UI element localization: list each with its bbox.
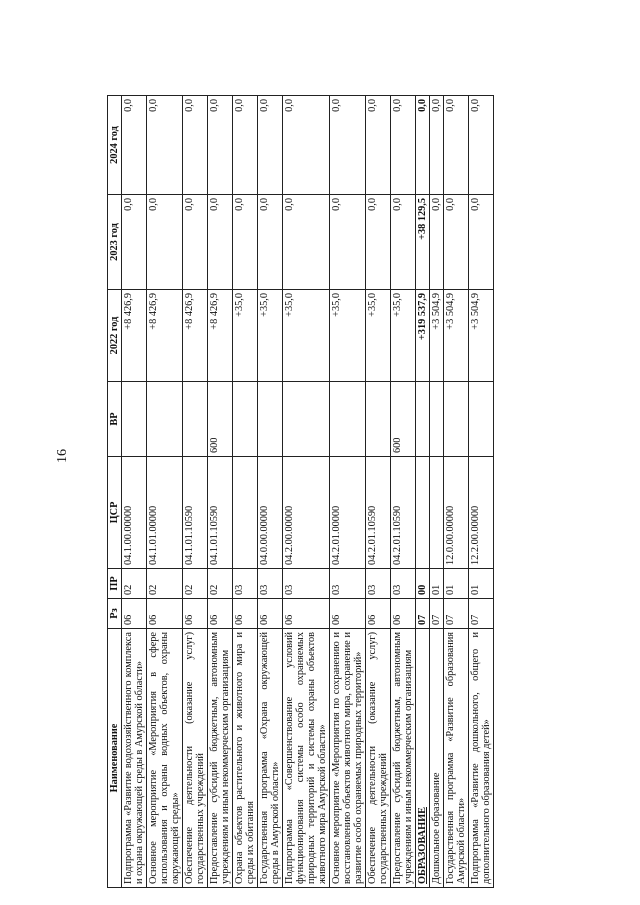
cell-rz: 06 [122,599,147,629]
row-name-text: ОБРАЗОВАНИЕ [417,807,428,884]
cell-vr: 600 [208,382,233,457]
cell-rz: 06 [233,599,258,629]
cell-2022: +3 504,9 [469,290,494,382]
cell-2024: 0,0 [444,96,469,195]
cell-rz: 06 [208,599,233,629]
cell-rz: 06 [258,599,283,629]
row-name-text: Основное мероприятие «Мероприятия по сохранению и восстановлению объектов животного мира, сохранение и развитие особо охраняемых природных территорий» [331,632,364,884]
cell-name [283,629,330,888]
row-name-text: Подпрограмма «Совершенствование условий функционирования системы особо охраняемых природных территорий и системы охраны объектов животного мира Амурской области» [284,632,328,884]
row-name-text: Основное мероприятие «Мероприятия в сфере использования и охраны водных объектов, охраны окружающей среды» [148,632,181,884]
cell-pr: 03 [330,569,366,599]
cell-pr: 03 [258,569,283,599]
row-name-text: Предоставление субсидий бюджетным, автономным учреждениям и иным некоммерческим организациям [209,632,231,884]
cell-csr: 04.1.00.00000 [122,457,147,569]
row-name-text: Дошкольное образование [431,772,442,884]
cell-vr [330,382,366,457]
cell-2024: 0,0 [366,96,391,195]
cell-2023: 0,0 [233,195,258,290]
cell-2023: 0,0 [208,195,233,290]
cell-vr [430,382,444,457]
row-name-text: Подпрограмма «Развитие дошкольного, общего и дополнительного образования детей» [470,632,492,884]
row-name-text: Обеспечение деятельности (оказание услуг) государственных учреждений [184,632,206,884]
header-name: Наименование [108,629,122,888]
cell-2023: 0,0 [469,195,494,290]
cell-2024: 0,0 [208,96,233,195]
cell-vr [366,382,391,457]
cell-rz: 07 [444,599,469,629]
table-row [416,96,430,888]
cell-2024: 0,0 [183,96,208,195]
table-row [330,96,366,888]
header-pr: ПР [108,569,122,599]
cell-name [391,629,416,888]
cell-2022: +35,0 [283,290,330,382]
cell-csr: 04.1.01.10590 [208,457,233,569]
cell-2023: 0,0 [430,195,444,290]
cell-2024: 0,0 [416,96,430,195]
cell-csr: 04.2.01.00000 [330,457,366,569]
cell-pr: 01 [469,569,494,599]
cell-name [444,629,469,888]
cell-csr: 04.0.00.00000 [258,457,283,569]
cell-2023: 0,0 [283,195,330,290]
cell-pr: 01 [430,569,444,599]
row-name-text: Обеспечение деятельности (оказание услуг) государственных учреждений [367,632,389,884]
cell-vr [283,382,330,457]
cell-vr [444,382,469,457]
cell-2024: 0,0 [430,96,444,195]
table-row [391,96,416,888]
budget-table [107,95,494,888]
cell-2024: 0,0 [330,96,366,195]
cell-vr [122,382,147,457]
cell-vr [233,382,258,457]
header-rz: Рз [108,599,122,629]
table-row [208,96,233,888]
cell-2022: +35,0 [391,290,416,382]
cell-rz: 06 [283,599,330,629]
cell-pr: 02 [122,569,147,599]
cell-2024: 0,0 [283,96,330,195]
cell-2022: +3 504,9 [430,290,444,382]
cell-name [147,629,183,888]
cell-2023: 0,0 [183,195,208,290]
cell-2022: +8 426,9 [122,290,147,382]
table-row [183,96,208,888]
cell-pr: 03 [366,569,391,599]
cell-2024: 0,0 [469,96,494,195]
cell-2023: 0,0 [366,195,391,290]
cell-2022: +8 426,9 [208,290,233,382]
cell-2024: 0,0 [233,96,258,195]
row-name-text: Предоставление субсидий бюджетным, автономным учреждениям и иным некоммерческим организациям [392,632,414,884]
table-row [233,96,258,888]
cell-pr: 03 [233,569,258,599]
cell-2022: +3 504,9 [444,290,469,382]
table-row [147,96,183,888]
cell-2024: 0,0 [258,96,283,195]
cell-csr: 12.0.00.00000 [444,457,469,569]
cell-csr [430,457,444,569]
cell-rz: 06 [330,599,366,629]
cell-vr [183,382,208,457]
cell-2022: +35,0 [233,290,258,382]
cell-rz: 07 [469,599,494,629]
row-name-text: Государственная программа «Охрана окружающей среды в Амурской области» [259,632,281,884]
table-row [430,96,444,888]
cell-name [330,629,366,888]
header-2024: 2024 год [108,96,122,195]
cell-pr: 00 [416,569,430,599]
cell-pr: 03 [391,569,416,599]
cell-name [122,629,147,888]
cell-2023: 0,0 [258,195,283,290]
cell-2022: +319 537,9 [416,290,430,382]
cell-vr [416,382,430,457]
cell-name [233,629,258,888]
row-name-text: Государственная программа «Развитие образования Амурской области» [445,632,467,884]
table-row [469,96,494,888]
cell-rz: 06 [147,599,183,629]
header-csr: ЦСР [108,457,122,569]
cell-2022: +35,0 [366,290,391,382]
cell-csr: 04.2.00.00000 [283,457,330,569]
cell-pr: 01 [444,569,469,599]
cell-pr: 02 [147,569,183,599]
cell-2022: +35,0 [258,290,283,382]
cell-2023: 0,0 [391,195,416,290]
header-2022: 2022 год [108,290,122,382]
cell-2022: +35,0 [330,290,366,382]
cell-name [208,629,233,888]
cell-vr [147,382,183,457]
header-2023: 2023 год [108,195,122,290]
cell-name [258,629,283,888]
cell-csr: 04.1.01.00000 [147,457,183,569]
table-row [444,96,469,888]
cell-name [430,629,444,888]
table-row [122,96,147,888]
cell-name [183,629,208,888]
cell-2024: 0,0 [122,96,147,195]
cell-vr [258,382,283,457]
cell-2024: 0,0 [391,96,416,195]
page-number: 16 [55,449,70,463]
cell-rz: 06 [366,599,391,629]
cell-2023: 0,0 [147,195,183,290]
row-name-text: Подпрограмма «Развитие водохозяйственного комплекса и охрана окружающей среды в Амурской области» [123,632,145,884]
cell-2022: +8 426,9 [147,290,183,382]
cell-csr: 04.2.01.10590 [366,457,391,569]
cell-csr: 04.1.01.10590 [183,457,208,569]
table-row [366,96,391,888]
cell-2023: 0,0 [330,195,366,290]
table-row [283,96,330,888]
cell-csr: 12.2.00.00000 [469,457,494,569]
cell-2024: 0,0 [147,96,183,195]
cell-name [366,629,391,888]
cell-2023: +38 129,5 [416,195,430,290]
header-vr: ВР [108,382,122,457]
cell-csr: 04.2.01.10590 [391,457,416,569]
cell-rz: 07 [416,599,430,629]
table-row [258,96,283,888]
cell-csr [416,457,430,569]
cell-rz: 06 [183,599,208,629]
row-name-text: Охрана объектов растительного и животного мира и среды их обитания [234,632,256,884]
cell-pr: 02 [208,569,233,599]
cell-2023: 0,0 [122,195,147,290]
cell-rz: 07 [430,599,444,629]
cell-vr [469,382,494,457]
rotated-table-container [107,96,583,888]
table-body [122,96,494,888]
cell-name [416,629,430,888]
cell-name [469,629,494,888]
cell-vr: 600 [391,382,416,457]
cell-2023: 0,0 [444,195,469,290]
cell-2022: +8 426,9 [183,290,208,382]
cell-pr: 03 [283,569,330,599]
cell-pr: 02 [183,569,208,599]
cell-csr [233,457,258,569]
cell-rz: 06 [391,599,416,629]
table-header-row [108,96,122,888]
